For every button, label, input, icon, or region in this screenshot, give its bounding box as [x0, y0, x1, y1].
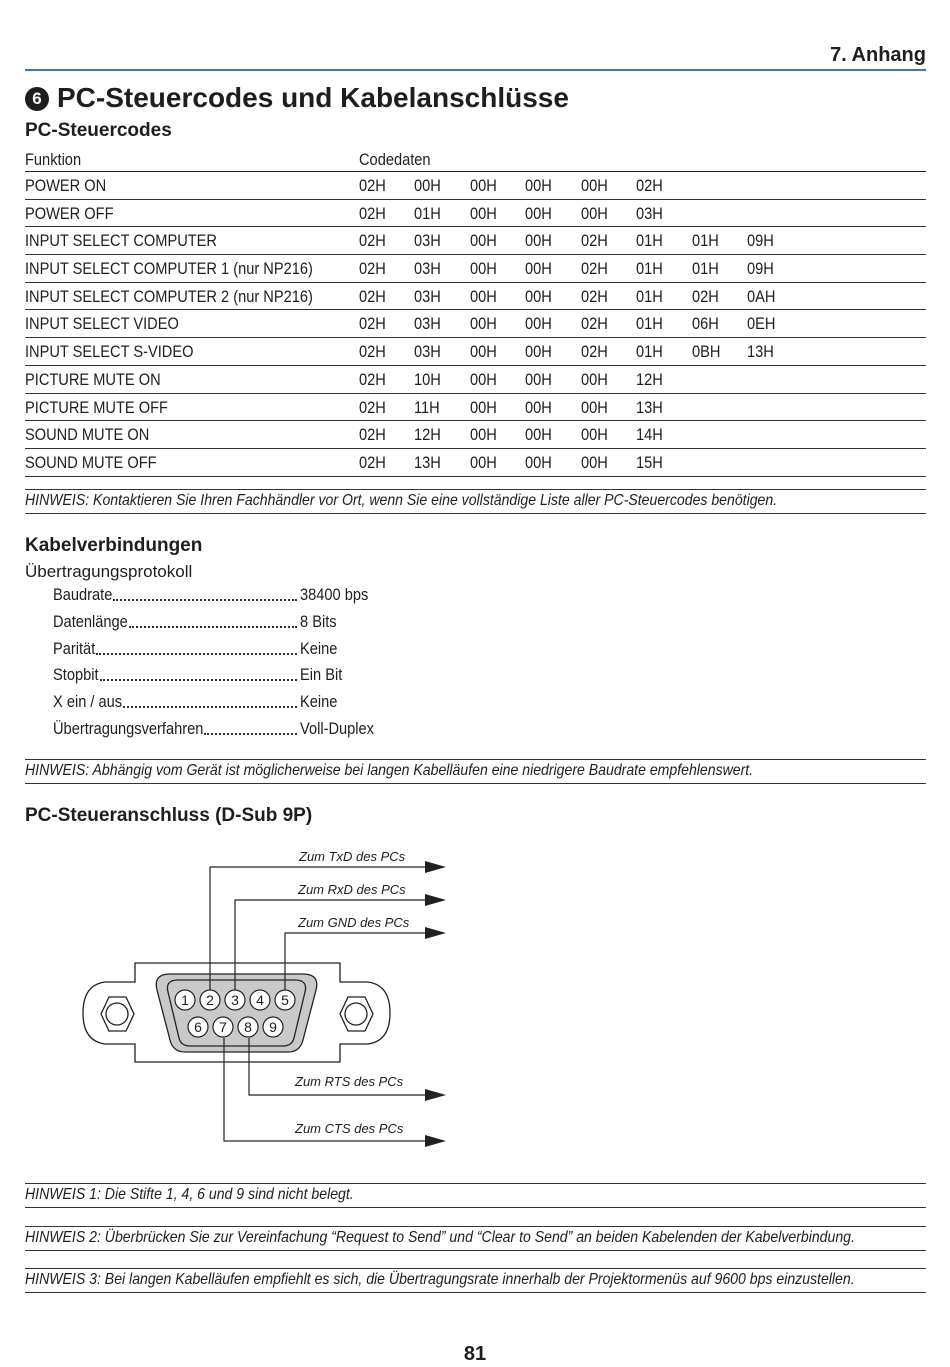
code-cell: 02H: [581, 259, 608, 279]
code-cell: 09H: [747, 259, 774, 279]
code-cell: 00H: [525, 452, 552, 472]
code-cell: 00H: [581, 176, 608, 195]
title-number-badge: 6: [25, 87, 49, 111]
pin-note-2: [25, 1226, 926, 1251]
protocol-value: 38400 bps: [300, 585, 369, 604]
dsub-connector-shell: [83, 963, 390, 1062]
code-cell: 03H: [414, 286, 441, 306]
function-cell: INPUT SELECT COMPUTER 1 (nur NP216): [25, 259, 313, 279]
protocol-label: X ein / aus: [53, 692, 123, 712]
code-cell: 00H: [470, 286, 497, 306]
code-cell: 02H: [359, 176, 386, 195]
label-txd: Zum TxD des PCs: [299, 849, 406, 864]
code-cell: 00H: [525, 425, 552, 445]
pin-number: 3: [231, 992, 239, 1008]
protocol-value: Keine: [300, 692, 338, 712]
code-cell: 00H: [470, 369, 497, 389]
col-codes-header: Codedaten: [359, 150, 431, 169]
label-cts: Zum CTS des PCs: [295, 1121, 404, 1136]
pin-number: 7: [219, 1019, 227, 1035]
label-gnd: Zum GND des PCs: [298, 915, 410, 930]
code-cell: 02H: [359, 286, 386, 306]
code-cell: 02H: [581, 286, 608, 306]
page-title-text: PC-Steuercodes und Kabelanschlüsse: [57, 82, 569, 113]
table-row: [25, 421, 926, 449]
table-row: [25, 366, 926, 394]
code-cell: 02H: [636, 176, 663, 195]
code-cell: 00H: [581, 452, 608, 472]
code-cell: 03H: [414, 259, 441, 279]
code-cell: 00H: [581, 425, 608, 445]
code-cell: 12H: [414, 425, 441, 445]
code-cell: 02H: [359, 425, 386, 445]
code-cell: 11H: [414, 397, 440, 417]
function-cell: PICTURE MUTE ON: [25, 369, 161, 389]
code-cell: 00H: [525, 342, 552, 362]
arrow-rts: [425, 1089, 446, 1101]
table-row: [25, 172, 926, 200]
code-cell: 00H: [470, 342, 497, 362]
codes-table: [25, 146, 926, 477]
arrow-txd: [425, 861, 446, 873]
code-cell: 02H: [359, 369, 386, 389]
code-cell: 00H: [470, 259, 497, 279]
dot-leader: [204, 733, 297, 735]
code-cell: 00H: [525, 314, 552, 334]
code-cell: 00H: [470, 176, 497, 195]
function-cell: POWER ON: [25, 176, 107, 195]
code-cell: 02H: [581, 342, 608, 362]
code-cell: 13H: [747, 342, 774, 362]
pin-note-1-text: HINWEIS 1: Die Stifte 1, 4, 6 und 9 sind nicht belegt.: [25, 1186, 354, 1203]
code-cell: 14H: [636, 425, 663, 445]
pin-number: 4: [256, 992, 264, 1008]
pin-note-2-text: HINWEIS 2: Überbrücken Sie zur Vereinfachung “Request to Send” und “Clear to Send” an beiden Kabelenden der Kabelverbindung.: [25, 1229, 855, 1246]
code-cell: 01H: [636, 342, 663, 362]
code-cell: 01H: [636, 314, 663, 334]
code-cell: 03H: [414, 231, 441, 251]
code-cell: 01H: [636, 259, 663, 279]
table-row: [25, 283, 926, 311]
arrow-rxd: [425, 894, 446, 906]
code-cell: 0AH: [747, 286, 776, 306]
arrow-cts: [425, 1135, 446, 1147]
protocol-value: Voll-Duplex: [300, 718, 374, 738]
code-cell: 02H: [692, 286, 719, 306]
header-rule: [25, 69, 926, 71]
code-cell: 15H: [636, 452, 663, 472]
code-cell: 00H: [525, 259, 552, 279]
code-cell: 00H: [470, 452, 497, 472]
cable-note: [25, 759, 926, 784]
function-cell: INPUT SELECT S-VIDEO: [25, 342, 194, 362]
code-cell: 00H: [581, 203, 608, 223]
pin-note-3: [25, 1268, 926, 1293]
protocol-value: Keine: [300, 638, 338, 658]
code-cell: 03H: [414, 314, 441, 334]
pin-number: 5: [281, 992, 289, 1008]
code-cell: 03H: [414, 342, 441, 362]
code-cell: 01H: [636, 286, 663, 306]
cable-note-text: HINWEIS: Abhängig vom Gerät ist möglicherweise bei langen Kabelläufen eine niedrigere Baudrate empfehlenswert.: [25, 762, 754, 779]
code-cell: 12H: [636, 369, 663, 389]
code-cell: 00H: [414, 176, 441, 195]
code-cell: 02H: [359, 452, 386, 472]
table-row: [25, 200, 926, 228]
code-cell: 00H: [470, 397, 497, 417]
col-function-header: Funktion: [25, 150, 82, 169]
function-cell: INPUT SELECT COMPUTER: [25, 231, 217, 251]
section-label: 7. Anhang: [830, 44, 926, 66]
pin-note-1: [25, 1183, 926, 1208]
code-cell: 02H: [581, 314, 608, 334]
label-rxd: Zum RxD des PCs: [298, 882, 406, 897]
table-row: [25, 255, 926, 283]
page-number: 81: [463, 1343, 487, 1365]
code-cell: 01H: [414, 203, 441, 223]
dot-leader: [100, 679, 297, 681]
protocol-label: Übertragungsverfahren: [53, 718, 204, 738]
code-cell: 0EH: [747, 314, 776, 334]
code-cell: 13H: [636, 397, 663, 417]
table-row: [25, 227, 926, 255]
arrow-gnd: [425, 927, 446, 939]
protocol-value: 8 Bits: [300, 611, 337, 631]
pin-note-3-text: HINWEIS 3: Bei langen Kabelläufen empfiehlt es sich, die Übertragungsrate innerhalb der Projektormenüs auf 9600 bps einzustellen.: [25, 1271, 855, 1288]
code-cell: 00H: [470, 425, 497, 445]
function-cell: POWER OFF: [25, 203, 114, 223]
pin-number: 9: [269, 1019, 277, 1035]
table-row: [25, 310, 926, 338]
code-cell: 01H: [636, 231, 663, 251]
dot-leader: [123, 706, 297, 708]
code-cell: 03H: [636, 203, 663, 223]
function-cell: SOUND MUTE OFF: [25, 452, 157, 472]
pin-number: 2: [206, 992, 214, 1008]
page-title: [25, 82, 569, 114]
code-cell: 00H: [470, 314, 497, 334]
table-row: [25, 394, 926, 422]
code-cell: 01H: [692, 231, 719, 251]
code-cell: 00H: [525, 203, 552, 223]
dot-leader: [113, 599, 297, 601]
dot-leader: [96, 653, 297, 655]
function-cell: INPUT SELECT COMPUTER 2 (nur NP216): [25, 286, 313, 306]
protocol-value: Ein Bit: [300, 665, 343, 685]
code-cell: 02H: [359, 314, 386, 334]
code-cell: 09H: [747, 231, 774, 251]
protocol-label: Parität: [53, 638, 96, 658]
function-cell: PICTURE MUTE OFF: [25, 397, 168, 417]
pin-number: 6: [194, 1019, 202, 1035]
code-cell: 0BH: [692, 342, 721, 362]
function-cell: INPUT SELECT VIDEO: [25, 314, 179, 334]
protocol-label: Stopbit: [53, 665, 99, 685]
codes-heading: PC-Steuercodes: [25, 120, 172, 141]
code-cell: 02H: [359, 259, 386, 279]
code-cell: 00H: [581, 397, 608, 417]
codes-table-header: [25, 146, 926, 172]
protocol-title: Übertragungsprotokoll: [25, 562, 193, 581]
table-row: [25, 449, 926, 477]
pin-number: 8: [244, 1019, 252, 1035]
protocol-label: Datenlänge: [53, 611, 128, 631]
code-cell: 10H: [414, 369, 441, 389]
code-cell: 00H: [525, 397, 552, 417]
dsub9-diagram: [0, 830, 500, 1160]
code-cell: 00H: [470, 231, 497, 251]
code-cell: 00H: [525, 176, 552, 195]
code-cell: 01H: [692, 259, 719, 279]
protocol-label: Baudrate: [53, 585, 113, 604]
table-row: [25, 338, 926, 366]
code-cell: 00H: [581, 369, 608, 389]
dot-leader: [129, 626, 297, 628]
code-cell: 02H: [359, 231, 386, 251]
label-rts: Zum RTS des PCs: [295, 1074, 404, 1089]
codes-note-text: HINWEIS: Kontaktieren Sie Ihren Fachhändler vor Ort, wenn Sie eine vollständige Liste aller PC-Steuercodes benötigen.: [25, 492, 778, 509]
code-cell: 06H: [692, 314, 719, 334]
code-cell: 02H: [359, 397, 386, 417]
wire-arrows: [425, 861, 446, 1147]
pin-number: 1: [181, 992, 189, 1008]
codes-note: [25, 489, 926, 514]
code-cell: 00H: [525, 369, 552, 389]
code-cell: 00H: [525, 286, 552, 306]
code-cell: 00H: [525, 231, 552, 251]
code-cell: 00H: [470, 203, 497, 223]
code-cell: 02H: [359, 342, 386, 362]
connector-heading: PC-Steueranschluss (D-Sub 9P): [25, 805, 313, 826]
code-cell: 13H: [414, 452, 441, 472]
code-cell: 02H: [359, 203, 386, 223]
cable-heading: Kabelverbindungen: [25, 535, 203, 556]
code-cell: 02H: [581, 231, 608, 251]
function-cell: SOUND MUTE ON: [25, 425, 150, 445]
